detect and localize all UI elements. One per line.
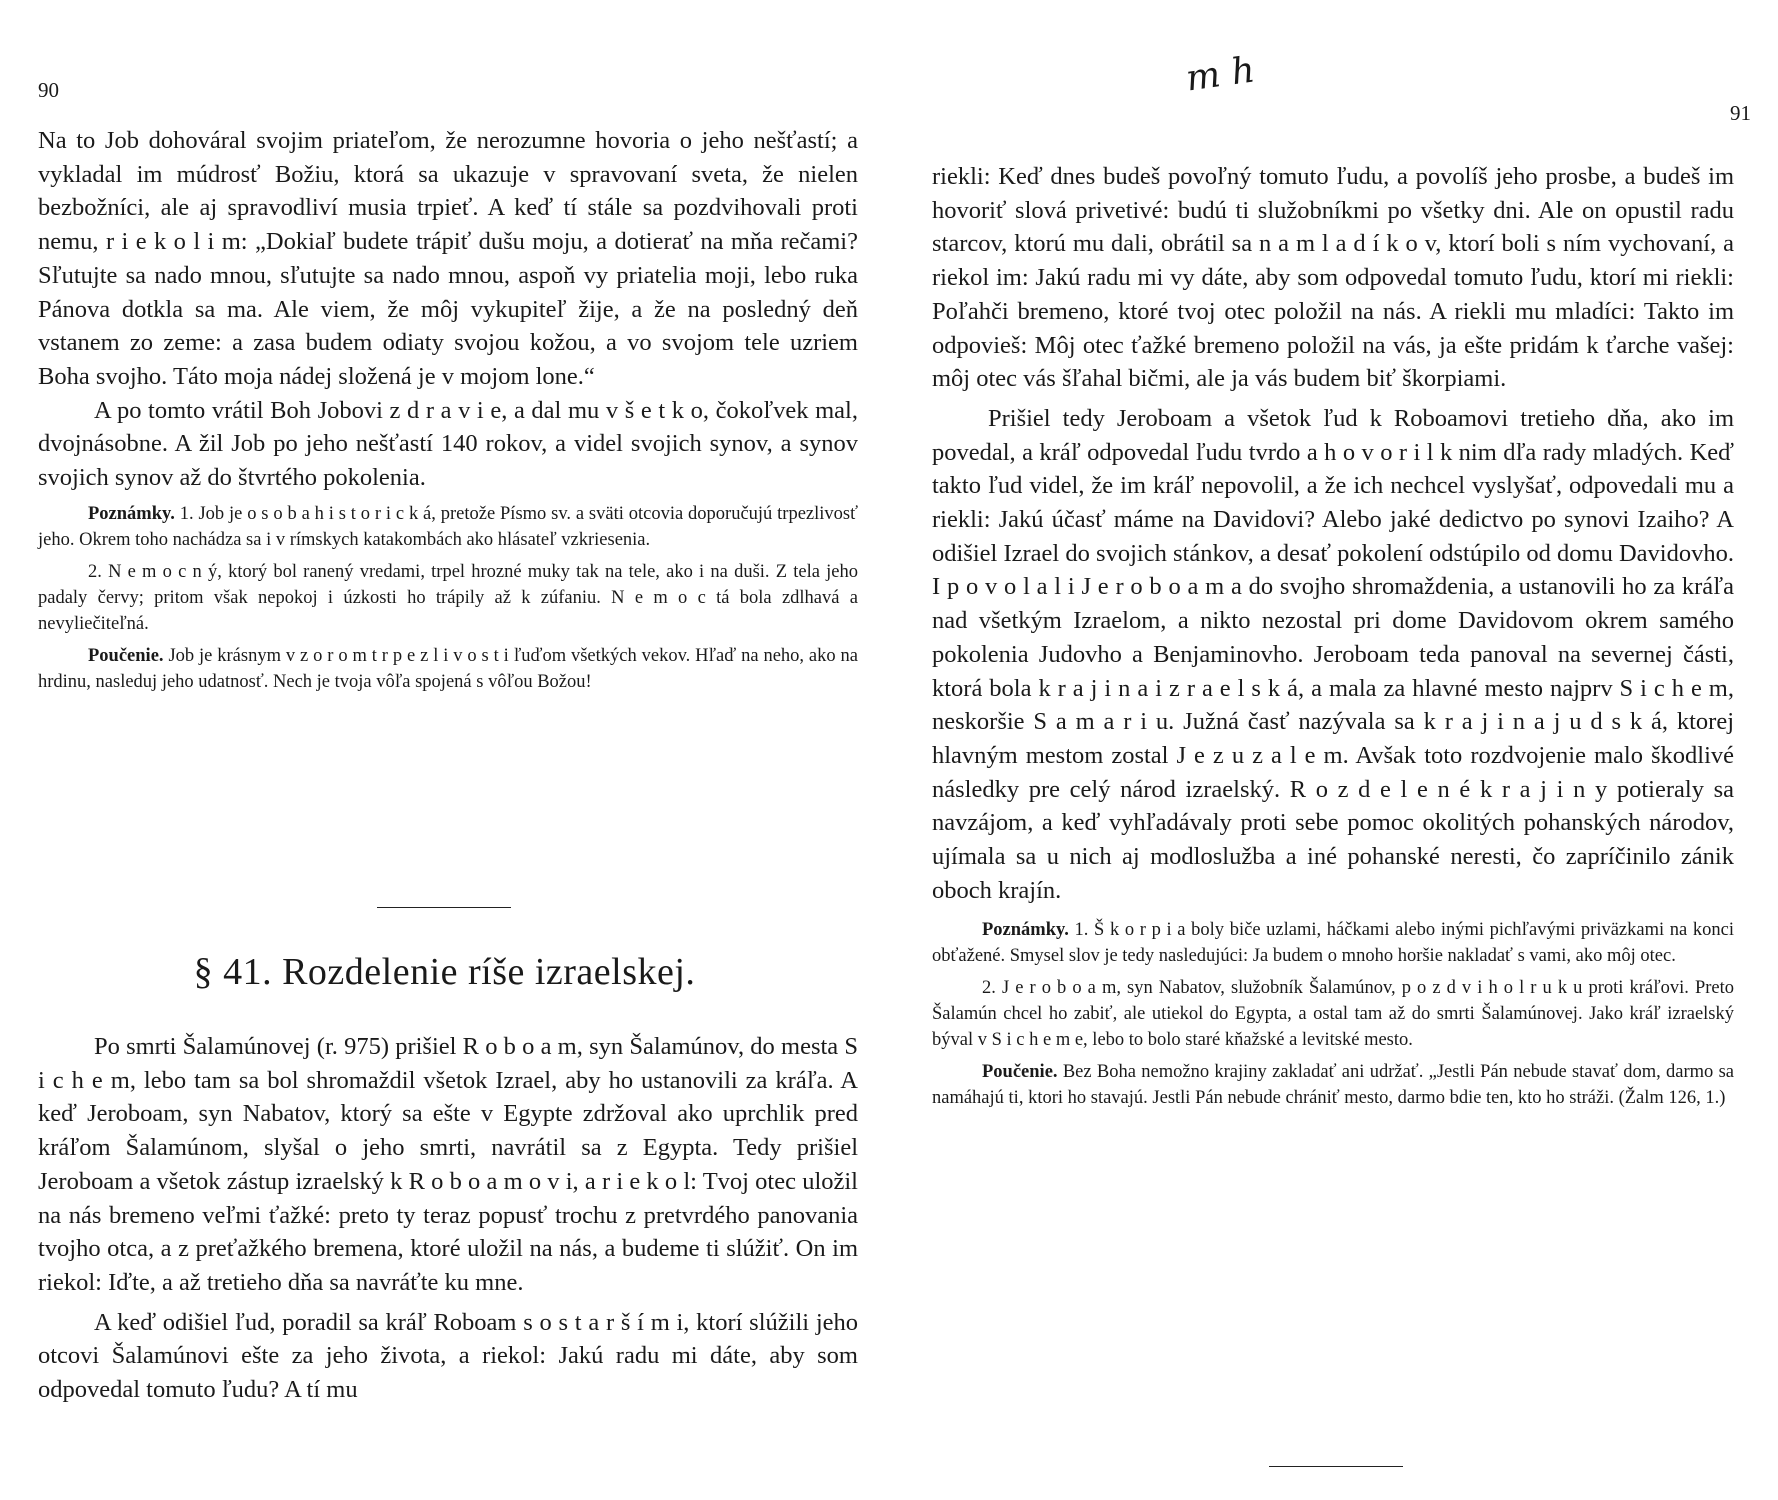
notes-label: Poznámky.: [982, 920, 1069, 941]
page-number-left: 90: [38, 78, 59, 102]
note-text: 2. N e m o c n ý, ktorý bol ranený vredami, trpel hrozné muky tak na tele, ako i na duši. Z tela jeho padaly červy; pritom však nepokoj i úzkosti ho trápily až k zúfaniu. N e m o c tá bola zdlhavá a nevyliečiteľná.: [38, 561, 858, 634]
left-main-text: [38, 124, 858, 701]
right-page: [889, 0, 1778, 1500]
note-item: [932, 917, 1734, 969]
job-paragraph-2: A po tomto vrátil Boh Jobovi z d r a v i e, a dal mu v š e t k o, čokoľvek mal, dvojnásobne. A žil Job po jeho nešťastí 140 rokov, a videl svojich synov, a synov svojich synov až do štvrtého pokolenia.: [38, 396, 858, 492]
lesson-text: Bez Boha nemožno krajiny zakladať ani udržať. „Jestli Pán nebude stavať dom, darmo sa namáhajú ti, ktori ho stavajú. Jestli Pán nebude chrániť mesto, darmo bdie ten, kto ho stráži. (Žalm 126, 1.): [932, 1062, 1734, 1109]
right-paragraph-2: Prišiel tedy Jeroboam a všetok ľud k Roboamovi tretieho dňa, ako im povedal, a kráľ odpovedal ľudu tvrdo a h o v o r i l k nim dľa rady mladých. Keď takto ľud videl, že im kráľ nepovolil, a že ich nechcel vyslyšať, odpovedali mu a riekli: Jakú účasť máme na Davidovi? Alebo jaké dedictvo po synovi Izaiho? A odišiel Izrael do svojich stánkov, a desať pokolení odstúpilo od domu Davidovho. I p o v o l a l i J e r o b o a m a do svojho shromaždenia, a ustanovili ho za kráľa nad všetkým Izraelom, a nikto nezostal pri dome Davidovom okrem samého pokolenia Judovho a Benjaminovho. Jeroboam teda panoval na severnej části, ktorá bola k r a j i n a i z r a e l s k á, a mala za hlavné mesto najprv S i c h e m, neskoršie S a m a r i u. Južná časť nazývala sa k r a j i n a j u d s k á, ktorej hlavným mestom zostal J e z u z a l e m. Avšak toto rozdvojenie malo škodlivé následky pre celý národ izraelský. R o z d e l e n é k r a j i n y potieraly sa navzájom, a keď vyhľadávaly proti sebe pomoc okolitých pohanských národov, ujímala sa u nich aj modloslužba a iné pohanské neresti, čo zapríčinilo zánik oboch krajín.: [932, 404, 1734, 904]
page-number-right: 91: [1730, 101, 1751, 125]
handwritten-mark: m h: [1183, 49, 1258, 100]
right-notes: [932, 917, 1734, 1111]
section-text: [38, 1030, 858, 1407]
note-item: [38, 559, 858, 637]
note-text: 1. Š k o r p i a boly biče uzlami, háčkami alebo inými pichľavými priväzkami na konci obťažené. Smysel slov je tedy nasledujúci: Ja budem o mnoho horšie nakladať s vami, ako môj otec.: [932, 920, 1735, 967]
section-paragraph-2: A keď odišiel ľud, poradil sa kráľ Roboam s o s t a r š í m i, ktorí slúžili jeho otcovi Šalamúnovi ešte za jeho života, a riekol: Jakú radu mi dáte, aby som odpovedal tomuto ľudu? A tí mu: [38, 1308, 858, 1404]
note-item: [932, 975, 1734, 1053]
right-paragraph-1: riekli: Keď dnes budeš povoľný tomuto ľudu, a povolíš jeho prosbe, a budeš im hovoriť slová privetivé: budú ti služobníkmi po všetky dni. Ale on opustil radu starcov, ktorú mu dali, obrátil sa n a m l a d í k o v, ktorí boli s ním vychovaní, a riekol im: Jakú radu mi vy dáte, aby som odpovedal tomuto ľudu, ktorí mi riekli: Poľahči bremeno, ktoré tvoj otec položil na nás. A riekli mu mladíci: Takto im odpovieš: Môj otec ťažké bremeno položil na vás, ja ešte pridám k ťarche vašej: môj otec vás šľahal bičmi, ale ja vás budem biť škorpiami.: [932, 163, 1734, 393]
left-notes: [38, 501, 858, 695]
section-title: § 41. Rozdelenie ríše izraelskej.: [193, 951, 696, 993]
lesson-label: Poučenie.: [88, 645, 164, 666]
end-divider: [1269, 1466, 1403, 1467]
job-paragraph-1: Na to Job dohováral svojim priateľom, že nerozumne hovoria o jeho nešťastí; a vykladal im múdrosť Božiu, ktorá sa ukazuje v spravovaní sveta, že nielen bezbožníci, ale aj spravodliví musia trpieť. A keď tí stále sa pozdvihovali proti nemu, r i e k o l i m: „Dokiaľ budete trápiť dušu moju, a dotierať na mňa rečami? Sľutujte sa nado mnou, sľutujte sa nado mnou, aspoň vy priatelia moji, lebo ruka Pánova dotkla sa ma. Ale viem, že môj vykupiteľ žije, a že na posledný deň vstanem zo zeme: a zasa budem odiaty svojou kožou, a vo svojom tele uzriem Boha svojho. Táto moja nádej složená je v mojom lone.“: [38, 127, 858, 390]
notes-label: Poznámky.: [88, 503, 175, 524]
note-item: [38, 501, 858, 553]
note-text: 1. Job je o s o b a h i s t o r i c k á, pretože Písmo sv. a sväti otcovia doporučujú trpezlivosť jeho. Okrem toho nachádza sa i v rímskych katakombách ako hlásateľ vzkriesenia.: [38, 503, 858, 550]
section-paragraph-1: Po smrti Šalamúnovej (r. 975) prišiel R o b o a m, syn Šalamúnov, do mesta S i c h e m, lebo tam sa bol shromaždil všetok Izrael, aby ho ustanovili za kráľa. A keď Jeroboam, syn Nabatov, ktorý sa ešte v Egypte zdržoval ako uprchlik pred kráľom Šalamúnom, slyšal o jeho smrti, navrátil sa z Egypta. Tedy prišiel Jeroboam a všetok zástup izraelský k R o b o a m o v i, a r i e k o l: Tvoj otec uložil na nás bremeno veľmi ťažké: preto ty teraz popusť trochu z pretvrdého panovania tvojho otca, a z preťažkého bremena, ktoré uložil na nás, a budeme ti slúžiť. On im riekol: Iďte, a až tretieho dňa sa navráťte ku mne.: [38, 1033, 858, 1296]
note-text: 2. J e r o b o a m, syn Nabatov, služobník Šalamúnov, p o z d v i h o l r u k u proti kráľovi. Preto Šalamún chcel ho zabiť, ale utiekol do Egypta, a ostal tam až do smrti Šalamúnovej. Jako kráľ izraelský býval v S i c h e m e, lebo to bolo staré kňažské a levitské mesto.: [932, 978, 1734, 1051]
lesson-label: Poučenie.: [982, 1062, 1058, 1083]
section-divider: [377, 907, 511, 908]
lesson-item: [38, 643, 858, 695]
lesson-text: Job je krásnym v z o r o m t r p e z l i v o s t i ľuďom všetkých vekov. Hľaď na neho, ako na hrdinu, nasleduj jeho udatnosť. Nech je tvoja vôľa spojená s vôľou Božou!: [38, 645, 858, 692]
lesson-item: [932, 1059, 1734, 1111]
right-main-text: [932, 160, 1734, 1117]
